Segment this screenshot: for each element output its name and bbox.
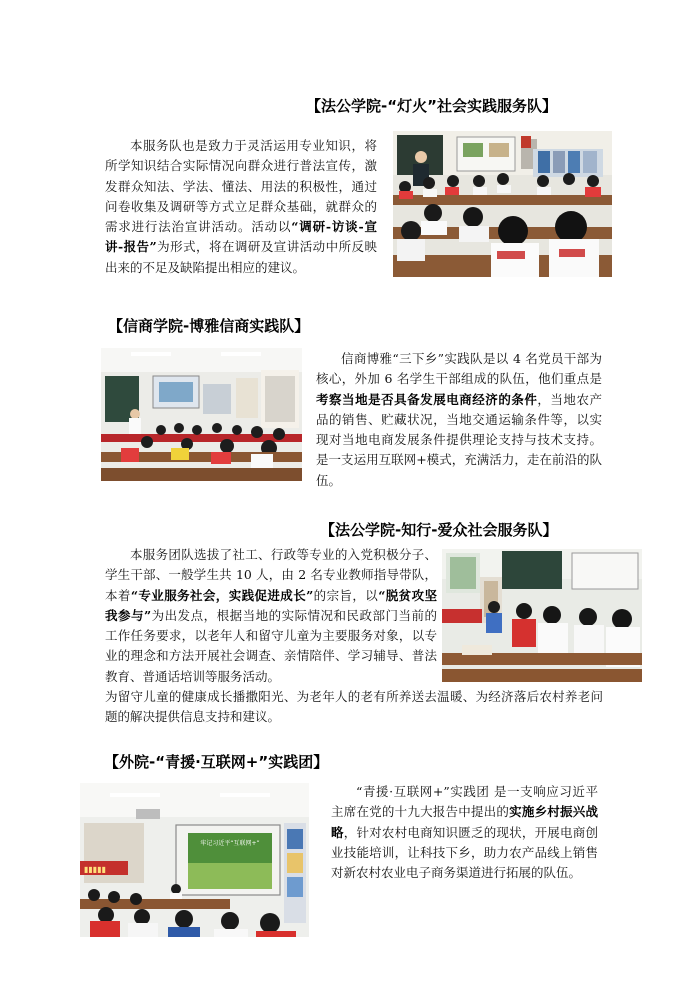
text-run: 为留守儿童的健康成长播撒阳光、为老年人的老有所养送去温暖、为经济落后农村养老问题的解决提供信息支持和建议。 xyxy=(105,689,603,725)
bold-phrase: “调研-访谈-宣讲-报告” xyxy=(105,219,377,255)
section-2-title: 【信商学院-博雅信商实践队】 xyxy=(108,317,310,335)
svg-text:▮▮▮▮▮: ▮▮▮▮▮ xyxy=(84,865,107,874)
text-run: “青援·互联网+”实践团 是一支响应习近平主席在党的十九大报告中提出的 xyxy=(331,784,598,820)
bold-phrase: “专业服务社会，实践促进成长” xyxy=(130,587,314,603)
section-3-photo xyxy=(442,549,642,682)
section-2-paragraph xyxy=(316,349,602,491)
section-4-title: 【外院-“青援·互联网+”实践团】 xyxy=(104,753,329,771)
section-1-paragraph xyxy=(105,136,377,278)
section-3-title: 【法公学院-知行-爱众社会服务队】 xyxy=(320,521,558,539)
section-4-photo xyxy=(80,783,309,937)
text-run: 本服务团队选拔了社工、行政等专业的入党积极分子、学生干部、一般学生共 10 人，由 2 名专业教师指导带队，本着 xyxy=(105,547,437,603)
bold-phrase: 实施乡村振兴战略 xyxy=(331,804,598,840)
text-run: 为形式，将在调研及宣讲活动中所反映出来的不足及缺陷提出相应的建议。 xyxy=(105,239,377,275)
section-1-title: 【法公学院-“灯火”社会实践服务队】 xyxy=(306,97,557,115)
section-3-paragraph-top xyxy=(105,545,437,687)
text-run: 信商博雅“三下乡”实践队是以 4 名党员干部为核心，外加 6 名学生干部组成的队伍，他们重点是 xyxy=(316,351,602,387)
section-2-photo xyxy=(101,348,302,481)
photo4-banner-text: 牢记习近平“互联网+” xyxy=(200,840,260,847)
text-run: ，当地农产品的销售、贮藏状况，当地交通运输条件等，以实现对当地电商发展条件提供理论支持与技术支持。是一支运用互联网+模式，充满活力，走在前沿的队伍。 xyxy=(316,391,602,488)
text-run: 本服务队也是致力于灵活运用专业知识，将所学知识结合实际情况向群众进行普法宣传，激发群众知法、学法、懂法、用法的积极性，通过问卷收集及调研等方式立足群众基础，就群众的需求进行法治宣讲活动。活动以 xyxy=(105,138,377,235)
text-run: ，针对农村电商知识匮乏的现状，开展电商创业技能培训，让科技下乡，助力农产品线上销售 对新农村农业电子商务渠道进行拓展的队伍。 xyxy=(331,824,598,881)
section-1-photo xyxy=(393,131,612,277)
text-run: 的宗旨，以 xyxy=(313,587,379,603)
section-3-paragraph-bottom xyxy=(105,687,603,728)
section-4-paragraph xyxy=(331,782,598,883)
text-run: 为出发点，根据当地的实际情况和民政部门当前的工作任务要求，以老年人和留守儿童为主要服务对象，以专业的理念和方法开展社会调查、亲情陪伴、学习辅导、普法教育、普通话培训等服务活动。 xyxy=(105,607,437,684)
bold-phrase: 考察当地是否具备发展电商经济的条件 xyxy=(316,391,538,407)
bold-phrase: “脱贫攻坚我参与” xyxy=(105,587,437,623)
